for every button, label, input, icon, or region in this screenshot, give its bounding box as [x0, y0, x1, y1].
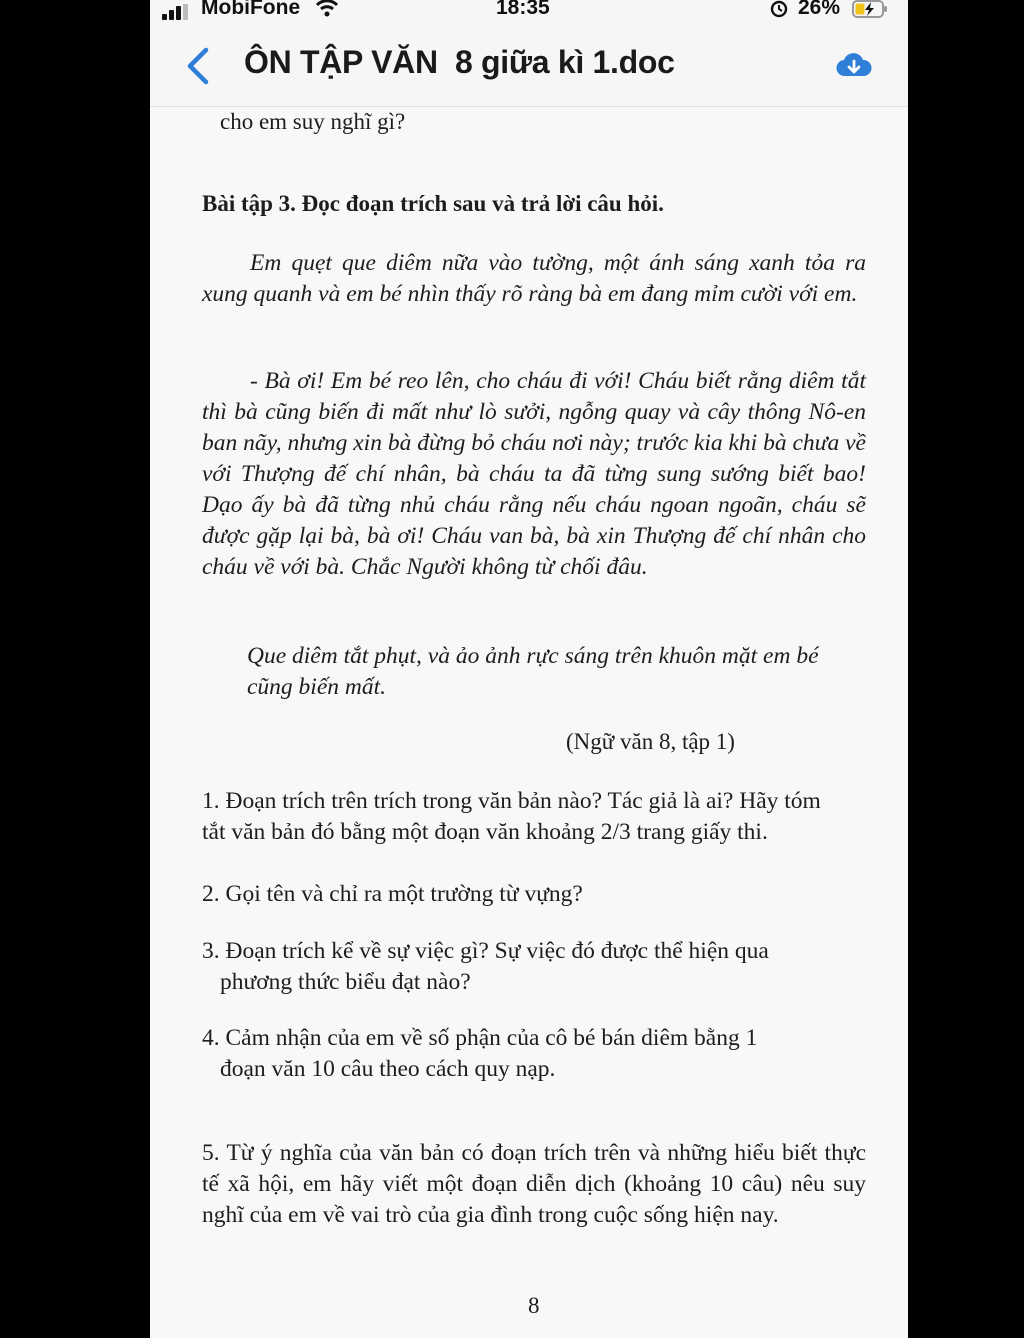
carrier-name: MobiFone [201, 0, 301, 19]
status-bar [150, 0, 908, 24]
question-1: 1. Đoạn trích trên trích trong văn bản nào? Tác giả là ai? Hãy tóm tắt văn bản đó bằng một đoạn văn khoảng 2/3 trang giấy thi. [202, 788, 821, 845]
excerpt-paragraph: Que diêm tắt phụt, và ảo ảnh rực sáng trên khuôn mặt em bé cũng biến mất. [247, 643, 819, 700]
wifi-icon [316, 0, 338, 18]
battery-charging-icon [852, 0, 888, 18]
battery-percent: 26% [798, 0, 841, 19]
question-4-line: đoạn văn 10 câu theo cách quy nạp. [220, 1056, 556, 1082]
excerpt-paragraph: Em quẹt que diêm nữa vào tường, một ánh sáng xanh tỏa ra xung quanh và em bé nhìn thấy rõ ràng bà em đang mỉm cười với em. [202, 250, 866, 307]
question-3-line: phương thức biểu đạt nào? [220, 969, 471, 995]
question-3 [202, 936, 866, 998]
question-5: 5. Từ ý nghĩa của văn bản có đoạn trích trên và những hiểu biết thực tế xã hội, em hãy viết một đoạn diễn dịch (khoảng 10 câu) nêu suy nghĩ của em về vai trò của gia đình trong cuộc sống hiện nay. [202, 1140, 866, 1228]
question-3-line: 3. Đoạn trích kể về sự việc gì? Sự việc đó được thể hiện qua [202, 938, 769, 964]
navigation-bar [150, 24, 908, 107]
signal-icon [162, 4, 188, 20]
excerpt-paragraph: - Bà ơi! Em bé reo lên, cho cháu đi với! Cháu biết rằng diêm tắt thì bà cũng biến đi mất như lò sưởi, ngỗng quay và cây thông Nô-en ban nãy, nhưng xin bà đừng bỏ cháu nơi này; trước kia khi bà chưa về với Thượng đế chí nhân, bà cháu ta đã từng sung sướng biết bao! Dạo ấy bà đã từng nhủ cháu rằng nếu cháu ngoan ngoãn, cháu sẽ được gặp lại bà, bà ơi! Cháu van bà, bà xin Thượng đế chí nhân cho cháu về với bà. Chắc Người không từ chối đâu. [202, 368, 866, 580]
excerpt-source: (Ngữ văn 8, tập 1) [566, 729, 735, 754]
previous-page-text: cho em suy nghĩ gì? [220, 109, 406, 134]
chevron-left-icon[interactable] [180, 44, 216, 88]
document-page [150, 107, 908, 1338]
document-title: ÔN TẬP VĂN 8 giữa kì 1.doc [244, 44, 675, 80]
phone-screen [150, 0, 908, 1338]
question-2: 2. Gọi tên và chỉ ra một trường từ vựng? [202, 881, 583, 907]
page-number: 8 [528, 1293, 540, 1318]
exercise-heading: Bài tập 3. Đọc đoạn trích sau và trả lời câu hỏi. [202, 191, 664, 216]
question-4-line: 4. Cảm nhận của em về số phận của cô bé bán diêm bằng 1 [202, 1025, 758, 1051]
alarm-icon [770, 0, 788, 18]
question-4 [202, 1023, 866, 1085]
cloud-download-icon[interactable] [836, 52, 872, 78]
clock: 18:35 [496, 0, 550, 19]
